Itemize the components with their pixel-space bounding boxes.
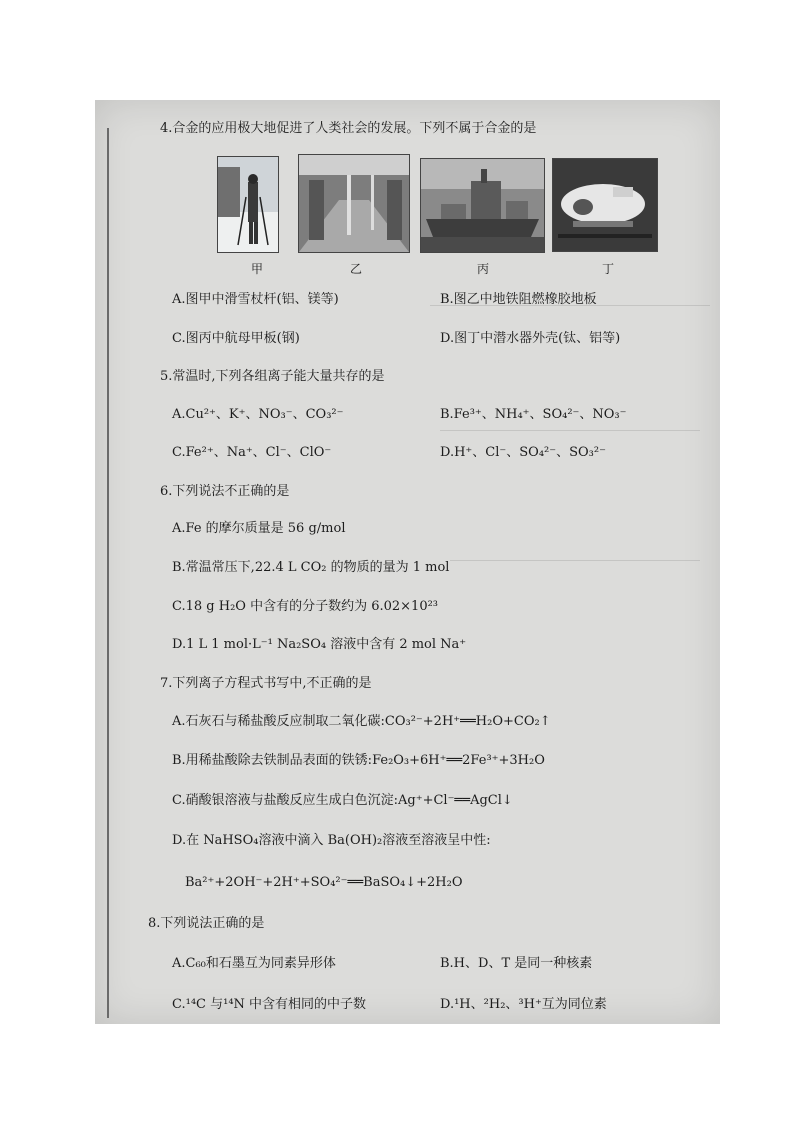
q5-option-a: A.Cu²⁺、K⁺、NO₃⁻、CO₃²⁻ (172, 407, 344, 422)
q7-stem: 7.下列离子方程式书写中,不正确的是 (160, 676, 372, 691)
q5-option-b: B.Fe³⁺、NH₄⁺、SO₄²⁻、NO₃⁻ (440, 407, 627, 422)
photo-subway-floor (298, 154, 410, 253)
q7-option-d-equation: Ba²⁺+2OH⁻+2H⁺+SO₄²⁻══BaSO₄↓+2H₂O (185, 875, 463, 890)
q6-stem: 6.下列说法不正确的是 (160, 484, 290, 499)
photo-submersible (552, 158, 658, 252)
q8-option-a: A.C₆₀和石墨互为同素异形体 (172, 956, 336, 971)
q4-option-b: B.图乙中地铁阻燃橡胶地板 (440, 292, 597, 307)
q8-option-c: C.¹⁴C 与¹⁴N 中含有相同的中子数 (172, 997, 367, 1012)
caption-ding: 丁 (602, 262, 615, 276)
q7-option-b: B.用稀盐酸除去铁制品表面的铁锈:Fe₂O₃+6H⁺══2Fe³⁺+3H₂O (172, 753, 545, 768)
q6-option-b: B.常温常压下,22.4 L CO₂ 的物质的量为 1 mol (172, 560, 450, 575)
q7-option-d: D.在 NaHSO₄溶液中滴入 Ba(OH)₂溶液至溶液呈中性: (172, 833, 491, 848)
bleed-through-mark (440, 430, 700, 431)
caption-yi: 乙 (350, 262, 363, 276)
q8-option-d: D.¹H、²H₂、³H⁺互为同位素 (440, 997, 607, 1012)
q4-option-c: C.图丙中航母甲板(钢) (172, 331, 300, 346)
q6-option-a: A.Fe 的摩尔质量是 56 g/mol (172, 521, 346, 536)
q5-option-d: D.H⁺、Cl⁻、SO₄²⁻、SO₃²⁻ (440, 445, 606, 460)
photo-ski-pole (217, 156, 279, 253)
q8-stem: 8.下列说法正确的是 (148, 916, 265, 931)
q4-option-a: A.图甲中滑雪杖杆(铝、镁等) (172, 292, 339, 307)
q6-option-c: C.18 g H₂O 中含有的分子数约为 6.02×10²³ (172, 599, 439, 614)
q4-stem: 4.合金的应用极大地促进了人类社会的发展。下列不属于合金的是 (160, 121, 537, 136)
q7-option-a: A.石灰石与稀盐酸反应制取二氧化碳:CO₃²⁻+2H⁺══H₂O+CO₂↑ (172, 714, 551, 729)
caption-jia: 甲 (251, 262, 264, 276)
q6-option-d: D.1 L 1 mol·L⁻¹ Na₂SO₄ 溶液中含有 2 mol Na⁺ (172, 637, 467, 652)
photo-aircraft-carrier (420, 158, 545, 253)
bleed-through-mark (450, 560, 700, 561)
q4-option-d: D.图丁中潜水器外壳(钛、铝等) (440, 331, 621, 346)
page-margin-line (107, 128, 109, 1018)
q8-option-b: B.H、D、T 是同一种核素 (440, 956, 593, 971)
caption-bing: 丙 (477, 262, 490, 276)
q7-option-c: C.硝酸银溶液与盐酸反应生成白色沉淀:Ag⁺+Cl⁻══AgCl↓ (172, 793, 513, 808)
q5-stem: 5.常温时,下列各组离子能大量共存的是 (160, 369, 385, 384)
q5-option-c: C.Fe²⁺、Na⁺、Cl⁻、ClO⁻ (172, 445, 332, 460)
